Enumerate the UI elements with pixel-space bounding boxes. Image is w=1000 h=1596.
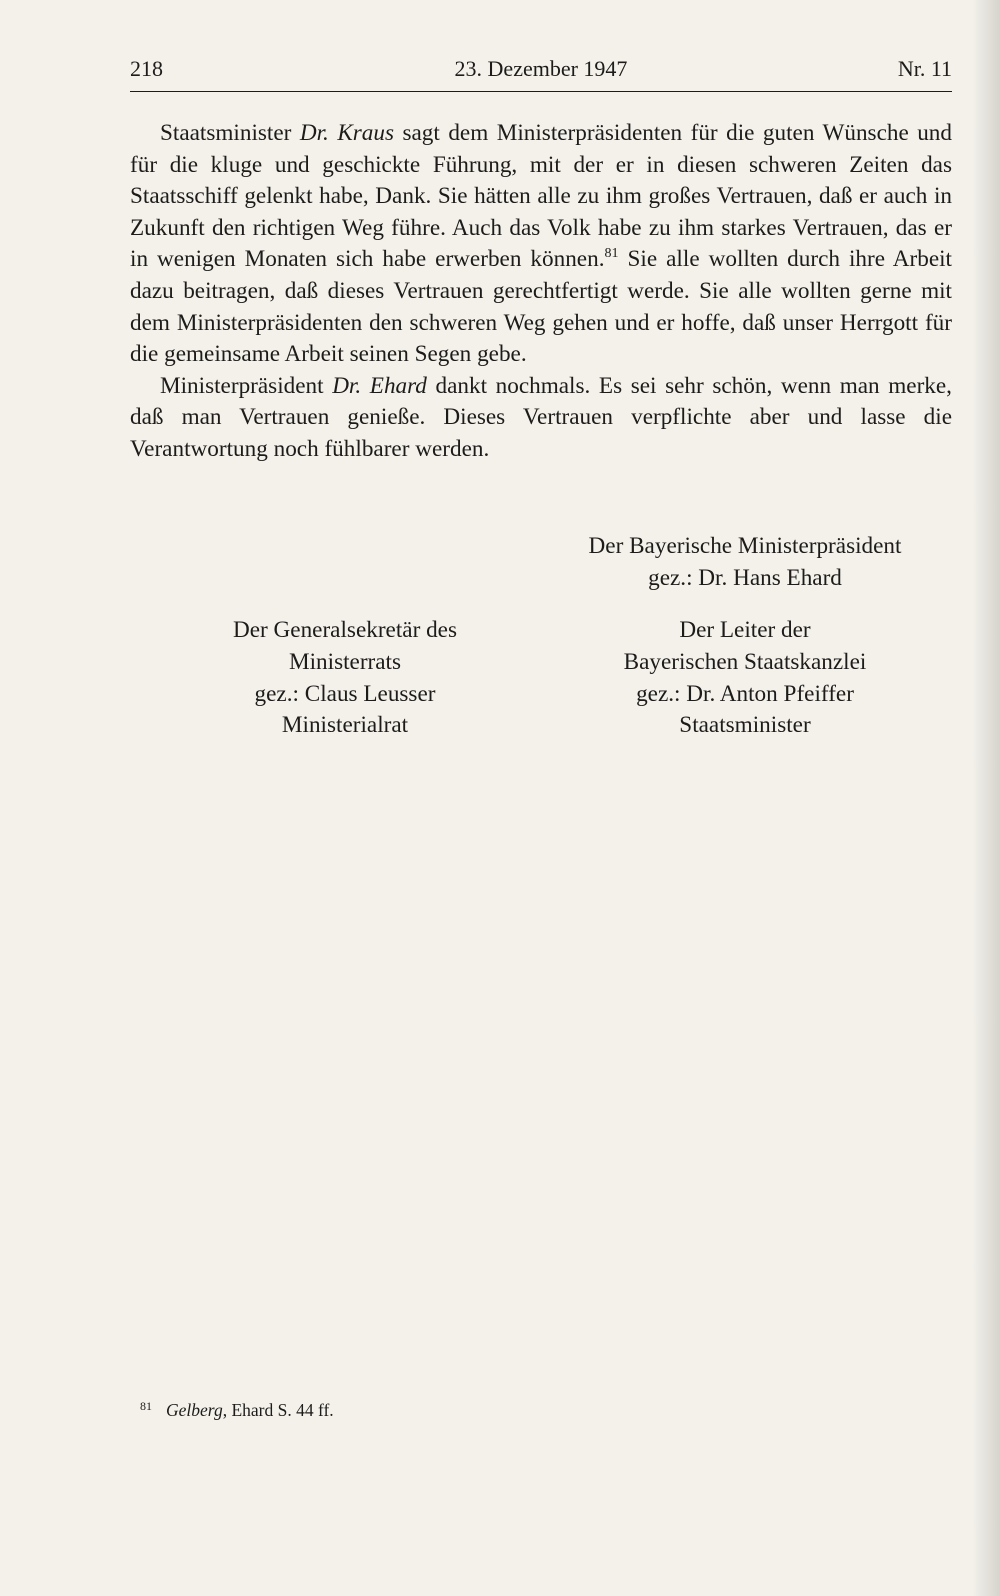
signature-ministerpraesident: Der Bayerische Ministerpräsident gez.: Dr. Hans Ehard [588, 533, 902, 591]
signature-staatskanzlei: Der Leiter der Bayerischen Staatskanzlei gez.: Dr. Anton Pfeiffer Staatsminister [623, 617, 867, 739]
paragraph-ehard: Ministerpräsident Dr. Ehard dankt nochmals. Es sei sehr schön, wenn man merke, daß man Vertrauen genieße. Dieses Vertrauen verpflichte aber und lasse die Verantwortung noch fühlbarer werden. [130, 372, 952, 462]
footnote [140, 1399, 334, 1421]
body-text [130, 118, 952, 466]
footnote-author: Gelberg [166, 1400, 223, 1420]
signature-generalsekretaer: Der Generalsekretär des Ministerrats gez.: Claus Leusser Ministerialrat [232, 617, 458, 739]
footnote-text: , Ehard S. 44 ff. [222, 1400, 334, 1420]
page-edge-shadow [972, 0, 1000, 1596]
footnote-number: 81 [140, 1399, 152, 1413]
speaker-name: Dr. Ehard [332, 372, 427, 399]
page-number: 218 [130, 56, 163, 81]
issue-number: Nr. 11 [897, 56, 952, 81]
speaker-name: Dr. Kraus [299, 120, 395, 146]
header-rule [130, 91, 952, 92]
header-date: 23. Dezember 1947 [454, 56, 628, 81]
footnote-reference[interactable]: 81 [604, 246, 619, 262]
paragraph-kraus: Staatsminister Dr. Kraus sagt dem Ministerpräsidenten für die guten Wünsche und für die kluge und geschickte Führung, mit der er in diesen schweren Zeiten das Staatsschiff gelenkt habe, Dank. Sie hätten alle zu ihm großes Vertrauen, daß er auch in Zukunft den richtigen Weg führe. Auch das Volk habe zu ihm starkes Vertrauen, das er in wenigen Monaten sich habe erwerben können.$^{81}$ Sie alle wollten durch ihre Arbeit dazu beitragen, daß dieses Vertrauen gerechtfertigt werde. Sie alle wollten gerne mit dem Ministerpräsidenten den schweren Weg gehen und er hoffe, daß unser Herrgott für die gemeinsame Arbeit seinen Segen gebe. [130, 120, 952, 368]
page-header [130, 56, 952, 88]
